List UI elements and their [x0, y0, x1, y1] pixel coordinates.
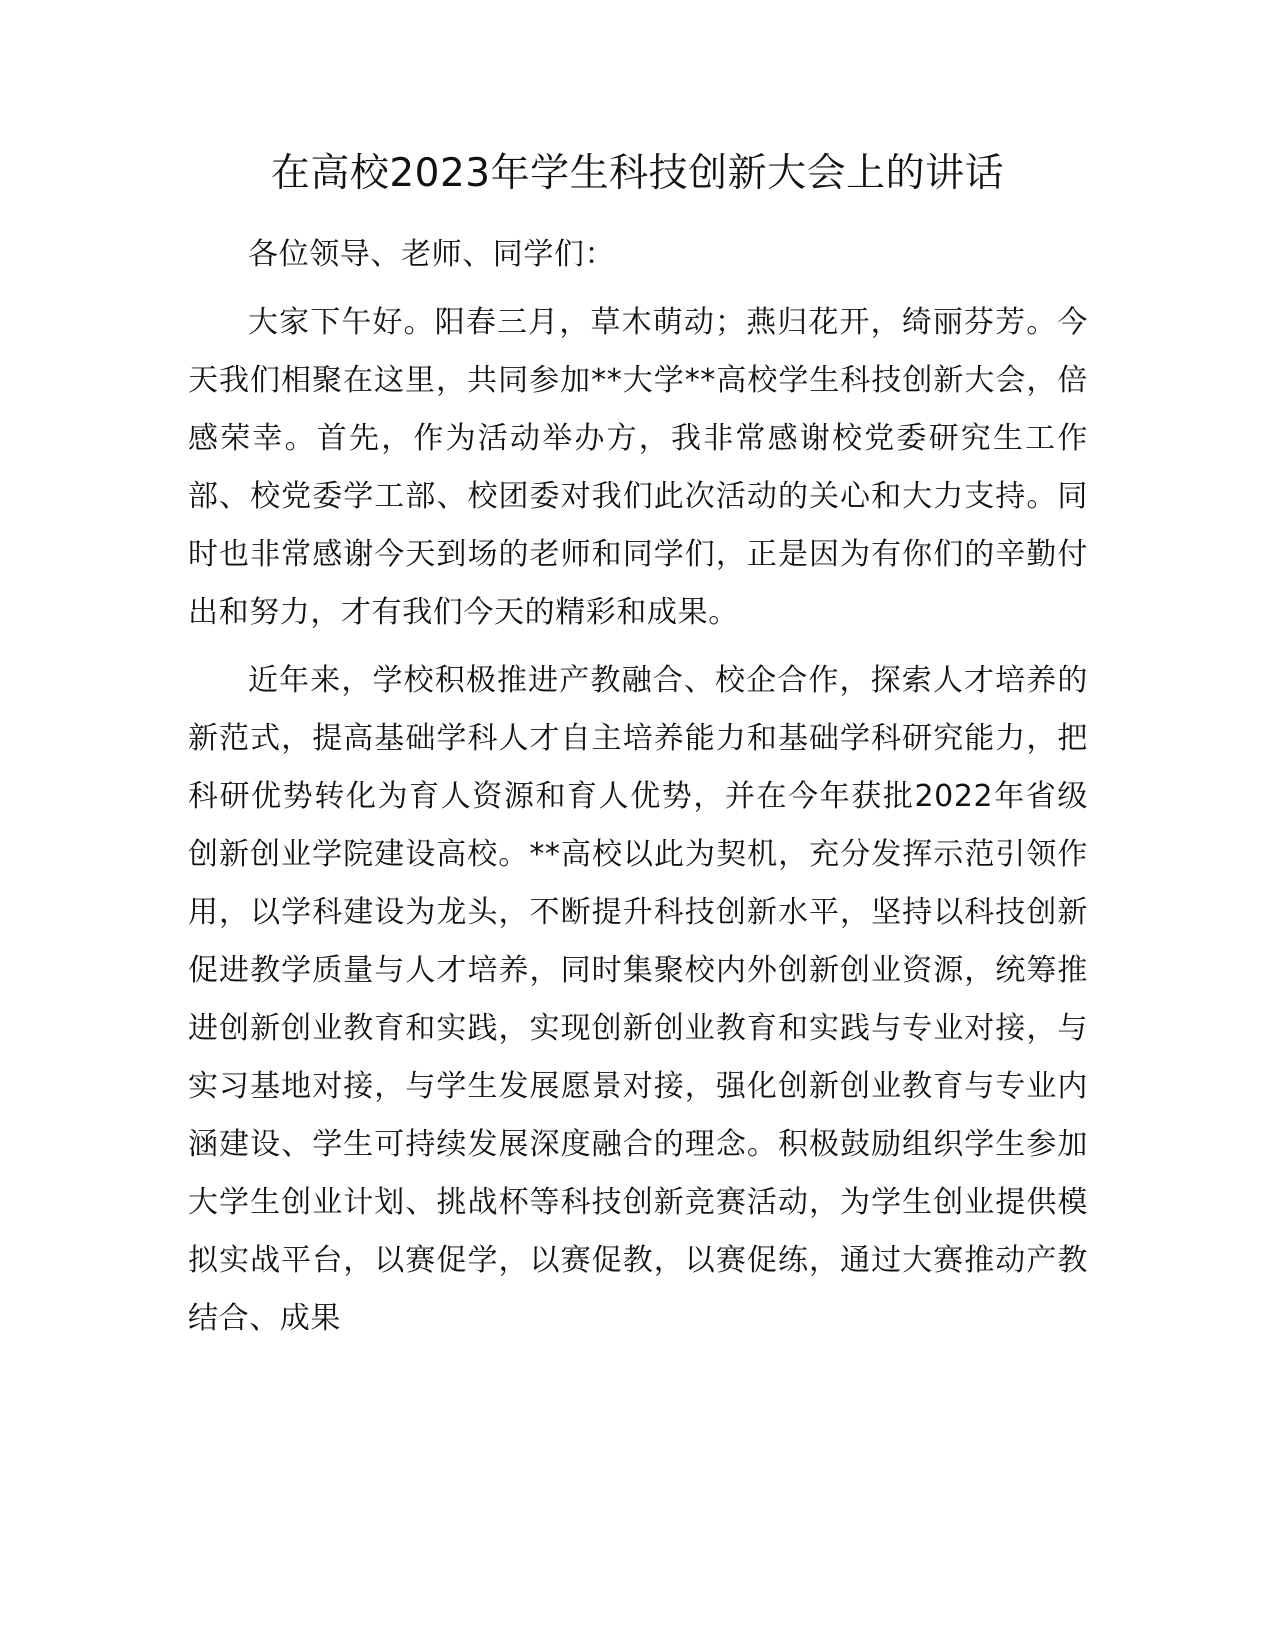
salutation-paragraph: 各位领导、老师、同学们：	[248, 237, 616, 272]
document-title: 在高校2023年学生科技创新大会上的讲话	[270, 151, 1005, 196]
opening-paragraph: 大家下午好。阳春三月，草木萌动；燕归花开，绮丽芬芳。今天我们相聚在这里，共同参加**大学**高校学生科技创新大会，倍感荣幸。首先，作为活动举办方，我非常感谢校党委研究生工作部、校党委学工部、校团委对我们此次活动的关心和大力支持。同时也非常感谢今天到场的老师和同学们，正是因为有你们的辛勤付出和努力，才有我们今天的精彩和成果。	[188, 305, 1088, 630]
achievements-paragraph: 近年来，学校积极推进产教融合、校企合作，探索人才培养的新范式，提高基础学科人才自主培养能力和基础学科研究能力，把科研优势转化为育人资源和育人优势，并在今年获批2022年省级创新创业学院建设高校。**高校以此为契机，充分发挥示范引领作用，以学科建设为龙头，不断提升科技创新水平，坚持以科技创新促进教学质量与人才培养，同时集聚校内外创新创业资源，统筹推进创新创业教育和实践，实现创新创业教育和实践与专业对接，与实习基地对接，与学生发展愿景对接，强化创新创业教育与专业内涵建设、学生可持续发展深度融合的理念。积极鼓励组织学生参加大学生创业计划、挑战杯等科技创新竞赛活动，为学生创业提供模拟实战平台，以赛促学，以赛促教，以赛促练，通过大赛推动产教结合、成果	[188, 663, 1088, 1336]
document-body	[188, 226, 1088, 1348]
